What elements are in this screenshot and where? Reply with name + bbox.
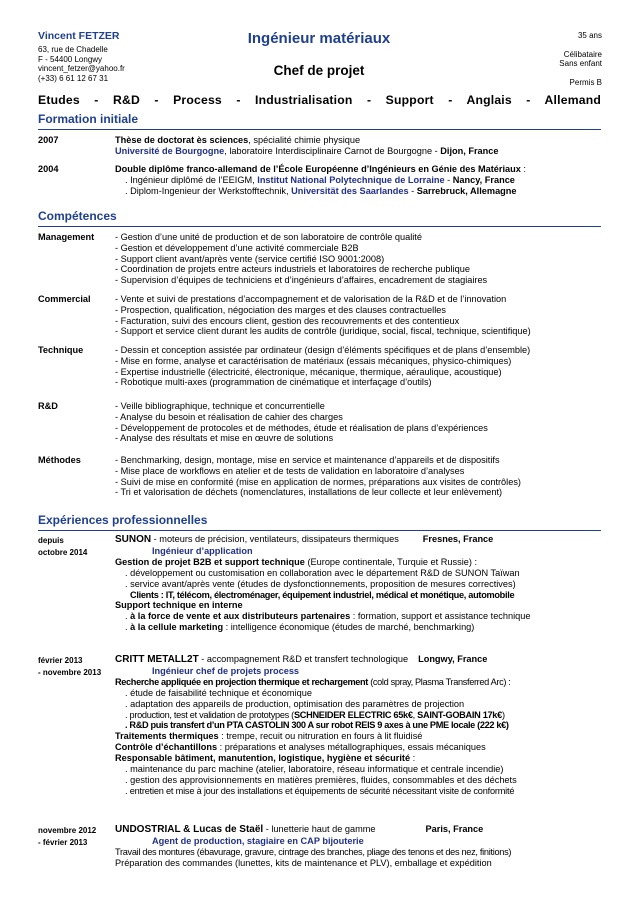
date-start: depuis xyxy=(38,536,64,545)
list-item: - Expertise industrielle (électricité, électronique, mécanique, thermique, aéraulique, acoustique) xyxy=(115,366,502,377)
inpl-name: Institut National Polytechnique de Lorraine xyxy=(257,174,445,185)
bullet: . xyxy=(125,622,128,633)
tagline: Etudes - R&D - Process - Industrialisation - Support - Anglais - Allemand xyxy=(38,93,601,107)
children: Sans enfant xyxy=(559,59,602,68)
client-schneider: SCHNEIDER ELECTRIC 65k€ xyxy=(293,709,413,720)
company-city: Paris xyxy=(425,824,449,834)
sunon-entry xyxy=(115,534,530,633)
resp-sub-desc: : intelligence économique (études de marché, benchmarking) xyxy=(223,622,475,633)
phone: (+33) 6 61 12 67 31 xyxy=(38,73,109,83)
company-city: Longwy xyxy=(418,654,453,664)
undostrial-dates xyxy=(38,825,96,849)
formation-title: Formation initiale xyxy=(38,112,139,126)
personal-info xyxy=(482,31,602,87)
undostrial-entry xyxy=(115,824,511,869)
critt-entry xyxy=(115,654,517,797)
sep: , xyxy=(412,709,418,720)
company-country: , France xyxy=(458,534,494,544)
list-item: - Coordination de projets entre acteurs industriels et laboratoires de recherche publique xyxy=(115,264,470,275)
skill-label-technique: Technique xyxy=(38,345,84,355)
resp-title: Responsable bâtiment, manutention, logistique, hygiène et sécurité xyxy=(115,753,411,764)
resp-sub: à la force de vente et aux distributeurs partenaires xyxy=(130,611,351,622)
skill-list-technique xyxy=(115,345,530,388)
sarrebruck-location: Sarrebruck, Allemagne xyxy=(416,185,517,196)
list-item: . entretien et mise à jour des installations et équipements de sécurité nécessitant visite de conformité xyxy=(125,785,515,796)
formation-rule xyxy=(38,129,601,130)
company-city: Fresnes xyxy=(422,534,459,544)
list-item: - Support et service client durant les audits de contrôle (juridique, social, fiscal, technique, scientifique) xyxy=(115,326,531,337)
resp-title: Support technique en interne xyxy=(115,600,243,611)
skill-label-management: Management xyxy=(38,232,95,242)
list-item: Préparation des commandes (lunettes, kits de maintenance et PLV), emballage et expédition xyxy=(115,857,492,868)
list-item: - Gestion et développement d’une activité commerciale B2B xyxy=(115,242,359,253)
company-name: SUNON xyxy=(115,534,152,545)
list-item: . service avant/après vente (études de dysfonctionnements, proposition de mesures correctives) xyxy=(125,578,516,589)
list-item: - Robotique multi-axes (programmation de cinématique et interfaçage d’outils) xyxy=(115,377,432,388)
list-item: . R&D puis transfert d’un PTA CASTOLIN 300 A sur robot REIS 9 axes à une PME locale (222 k€) xyxy=(125,720,509,731)
experiences-rule xyxy=(38,530,601,531)
sep: - xyxy=(444,174,453,185)
sunon-dates xyxy=(38,535,87,559)
list-item: - Prospection, qualification, négociation des marges et des clauses contractuelles xyxy=(115,304,446,315)
company-country: , France xyxy=(452,654,488,664)
formation-entry-2004 xyxy=(115,164,526,197)
resp-title: Contrôle d’échantillons xyxy=(115,742,218,753)
list-item: . gestion des approvisionnements en matières premières, fluides, consommables et des déchets xyxy=(125,774,517,785)
resp-desc: : trempe, recuit ou nitruration en fours à lit fluidisé xyxy=(218,731,423,742)
list-item: - Mise en forme, analyse et caractérisation de matériaux (essais mécaniques, physico-chimiques) xyxy=(115,355,512,366)
address-line-1: 63, rue de Chadelle xyxy=(38,45,108,54)
job-title: Ingénieur matériaux xyxy=(247,30,391,47)
list-item: - Suivi de mise en conformité (mise en application de normes, préparations aux visites de contrôles) xyxy=(115,476,521,487)
skill-label-methodes: Méthodes xyxy=(38,455,81,465)
nancy-location: Nancy, France xyxy=(452,174,515,185)
double-degree-title: Double diplôme franco-allemand de l’École Européenne d’Ingénieurs en Génie des Matériaux xyxy=(115,164,521,174)
clients-line: Clients : IT, télécom, électroménager, équipement industriel, médical et monétique, automobile xyxy=(130,589,515,600)
job-subtitle: Chef de projet xyxy=(273,63,365,78)
list-item: - Benchmarking, design, montage, mise en service et maintenance d’appareils et de dispositifs xyxy=(115,455,500,465)
list-item: - Dessin et conception assistée par ordinateur (design d’éléments spécifiques et de plans d’ensemble) xyxy=(115,345,531,355)
list-item: . étude de faisabilité technique et économique xyxy=(125,687,312,698)
company-name: UNDOSTRIAL & Lucas de Staël xyxy=(115,824,264,835)
phd-university: Université de Bourgogne xyxy=(115,145,225,156)
competences-title: Compétences xyxy=(38,209,117,223)
job-role: Ingénieur chef de projets process xyxy=(152,665,300,676)
formation-year-2007: 2007 xyxy=(38,135,59,145)
skill-label-rd: R&D xyxy=(38,401,58,411)
list-item: . production, test et validation de prototypes ( xyxy=(125,709,294,720)
eeigm-degree: . Ingénieur diplômé de l’EEIGM, xyxy=(125,174,258,185)
list-item: . adaptation des appareils de production, optimisation des paramètres de projection xyxy=(125,698,465,709)
email[interactable]: vincent_fetzer@yahoo.fr xyxy=(38,64,125,73)
phd-location: Dijon, France xyxy=(440,145,499,156)
list-item: . maintenance du parc machine (atelier, laboratoire, réseau informatique et centrale incendie) xyxy=(125,764,504,775)
date-end: octobre 2014 xyxy=(38,548,88,557)
list-item: . développement ou customisation en collaboration avec le département R&D de SUNON Taïwan xyxy=(125,567,520,578)
company-desc: - accompagnement R&D et transfert technologique xyxy=(198,654,409,664)
list-item: - Supervision d’équipes de techniciens et d’ingénieurs d’affaires, encadrement de stagiaires xyxy=(115,275,488,286)
address-line-2: F - 54400 Longwy xyxy=(38,54,103,64)
experiences-title: Expériences professionnelles xyxy=(38,513,208,527)
list-item: - Mise place de workflows en atelier et de tests de validation en laboratoire d’analyses xyxy=(115,465,465,476)
list-item: - Analyse du besoin et réalisation de cahier des charges xyxy=(115,411,343,422)
marital-status: Célibataire xyxy=(563,49,602,59)
client-saint-gobain: SAINT-GOBAIN 17k€ xyxy=(417,709,502,720)
resp-sub-desc: : formation, support et assistance technique xyxy=(350,611,531,622)
resp-desc: : xyxy=(410,753,416,764)
date-start: février 2013 xyxy=(38,656,83,665)
list-item: - Support client avant/après vente (service certifié ISO 9001:2008) xyxy=(115,253,385,264)
skill-label-commercial: Commercial xyxy=(38,294,91,304)
resp-desc: (Europe continentale, Turquie et Russie) : xyxy=(304,556,478,567)
date-start: novembre 2012 xyxy=(38,826,97,835)
phd-spec: , spécialité chimie physique xyxy=(248,135,361,145)
list-item: - Vente et suivi de prestations d’accompagnement et de valorisation de la R&D et de l’innovation xyxy=(115,294,507,304)
job-role: Ingénieur d’application xyxy=(152,545,253,556)
date-end: - février 2013 xyxy=(38,838,88,847)
list-item: - Facturation, suivi des encours client, gestion des recouvrements et des contentieux xyxy=(115,315,460,326)
resp-desc: : préparations et analyses métallographiques, essais mécaniques xyxy=(217,742,486,753)
phd-title: Thèse de doctorat ès sciences xyxy=(115,135,249,145)
list-item: - Gestion d’une unité de production et de son laboratoire de contrôle qualité xyxy=(115,232,422,242)
date-end: - novembre 2013 xyxy=(38,668,102,677)
age: 35 ans xyxy=(577,31,602,40)
critt-dates xyxy=(38,655,101,679)
candidate-name: Vincent FETZER xyxy=(38,30,120,42)
list-item: - Développement de protocoles et de méthodes, étude et réalisation de plans d’expériences xyxy=(115,422,488,433)
driving-permit: Permis B xyxy=(569,77,602,87)
skill-list-management xyxy=(115,232,487,286)
formation-year-2004: 2004 xyxy=(38,164,59,174)
saarland-name: Universität des Saarlandes xyxy=(291,185,409,196)
formation-entry-2007 xyxy=(115,135,498,157)
list-item: - Analyse des résultats et mise en œuvre de solutions xyxy=(115,433,334,444)
phd-lab: , laboratoire Interdisciplinaire Carnot de Bourgogne - xyxy=(224,145,441,156)
company-country: , France xyxy=(448,824,484,834)
company-desc: - moteurs de précision, ventilateurs, dissipateurs thermiques xyxy=(151,534,399,544)
list-item: - Veille bibliographique, technique et concurrentielle xyxy=(115,401,325,411)
competences-rule xyxy=(38,226,601,227)
skill-list-commercial xyxy=(115,294,531,337)
company-desc: - lunetterie haut de gamme xyxy=(263,824,376,834)
diplom-degree: . Diplom-Ingenieur der Werkstofftechnik, xyxy=(125,185,292,196)
skill-list-methodes xyxy=(115,455,521,498)
resp-title: Recherche appliquée en projection thermique et rechargement xyxy=(115,676,369,687)
resp-title: Gestion de projet B2B et support technique xyxy=(115,556,305,567)
resp-desc: (cold spray, Plasma Transferred Arc) : xyxy=(368,676,511,687)
list-item: Travail des montures (ébavurage, gravure, cintrage des branches, pliage des tenons et des nez, finitions) xyxy=(115,846,512,857)
company-name: CRITT METALL2T xyxy=(115,654,199,665)
job-role: Agent de production, stagiaire en CAP bijouterie xyxy=(152,835,364,846)
list-item: - Tri et valorisation de déchets (nomenclatures, installations de leur collecte et leur enlèvement) xyxy=(115,487,503,498)
resp-title: Traitements thermiques xyxy=(115,731,219,742)
sep: - xyxy=(408,185,417,196)
sep: ) xyxy=(501,709,505,720)
resp-sub: à la cellule marketing xyxy=(130,622,224,633)
double-degree-colon: : xyxy=(520,164,526,174)
bullet: . xyxy=(125,611,128,622)
skill-list-rd xyxy=(115,401,488,444)
